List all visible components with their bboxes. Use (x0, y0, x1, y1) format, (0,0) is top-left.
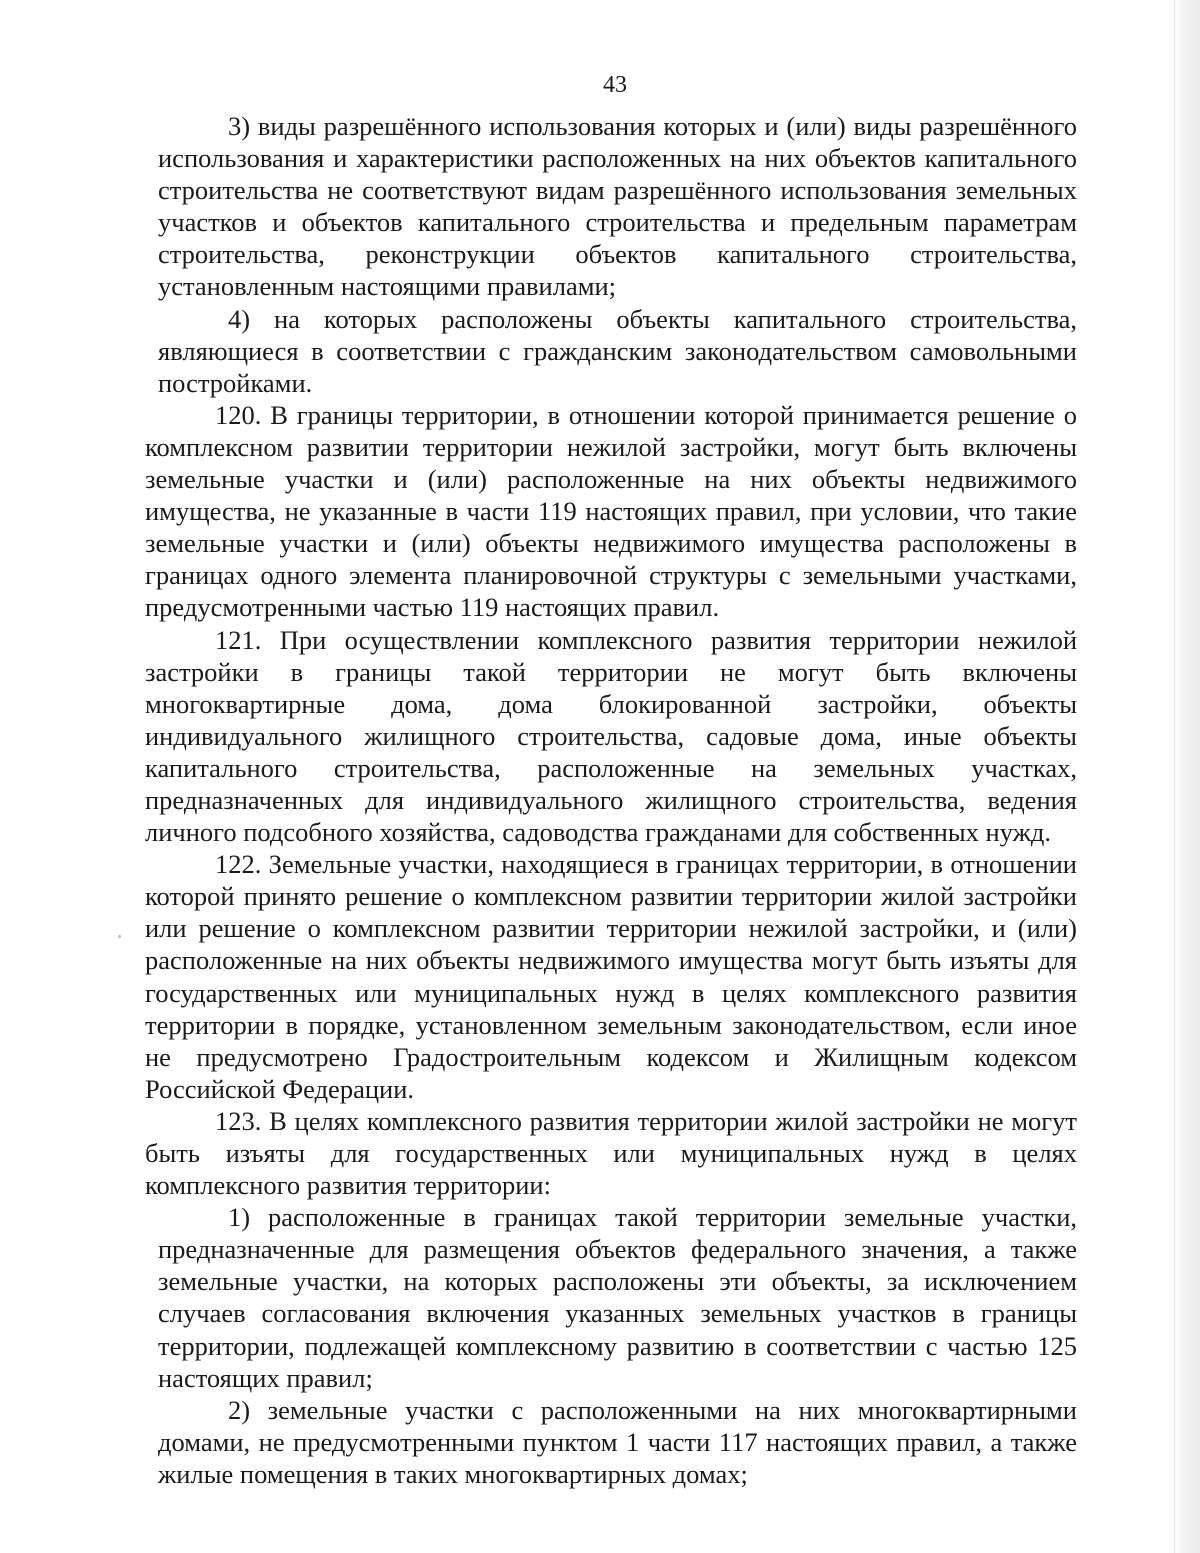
clause-120: 120. В границы территории, в отношении которой принимается решение о комплексном развитии территории нежилой застройки, могут быть включены земельные участки и (или) расположенные на них объекты недвижимого имущества, не указанные в части 119 настоящих правил, при условии, что такие земельные участки и (или) объекты недвижимого имущества расположены в границах одного элемента планировочной структуры с земельными участками, предусмотренными частью 119 настоящих правил. (145, 399, 1077, 623)
clause-121: 121. При осуществлении комплексного развития территории нежилой застройки в границы такой территории не могут быть включены многоквартирные дома, дома блокированной застройки, объекты индивидуального жилищного строительства, садовые дома, иные объекты капитального строительства, расположенные на земельных участках, предназначенных для индивидуального жилищного строительства, ведения личного подсобного хозяйства, садоводства гражданами для собственных нужд. (145, 624, 1077, 848)
page-number: 43 (603, 72, 627, 98)
list-item-4: 4) на которых расположены объекты капитального строительства, являющиеся в соответствии с гражданским законодательством самовольными постройками. (158, 303, 1077, 398)
list-item-2: 2) земельные участки с расположенными на них многоквартирными домами, не предусмотренными пунктом 1 части 117 настоящих правил, а также жилые помещения в таких многоквартирных домах; (158, 1394, 1077, 1489)
clause-122: 122. Земельные участки, находящиеся в границах территории, в отношении которой принято решение о комплексном развитии территории жилой застройки или решение о комплексном развитии территории нежилой застройки, и (или) расположенные на них объекты недвижимого имущества могут быть изъяты для государственных или муниципальных нужд в целях комплексного развития территории в порядке, установленном земельным законодательством, если иное не предусмотрено Градостроительным кодексом и Жилищным кодексом Российской Федерации. (145, 849, 1077, 1104)
list-item-3: 3) виды разрешённого использования которых и (или) виды разрешённого использования и характеристики расположенных на них объектов капитального строительства не соответствуют видам разрешённого использования земельных участков и объектов капитального строительства и предельным параметрам строительства, реконструкции объектов капитального строительства, установленным настоящими правилами; (158, 111, 1077, 302)
list-item-1: 1) расположенные в границах такой территории земельные участки, предназначенные для размещения объектов федерального значения, а также земельные участки, на которых расположены эти объекты, за исключением случаев согласования включения указанных земельных участков в границы территории, подлежащей комплексному развитию в соответствии с частью 125 настоящих правил; (158, 1202, 1077, 1393)
document-body (145, 110, 1077, 1490)
scan-speck (118, 935, 121, 938)
clause-123: 123. В целях комплексного развития территории жилой застройки не могут быть изъяты для государственных или муниципальных нужд в целях комплексного развития территории: (145, 1105, 1077, 1201)
scan-edge-shadow (1174, 0, 1200, 1553)
